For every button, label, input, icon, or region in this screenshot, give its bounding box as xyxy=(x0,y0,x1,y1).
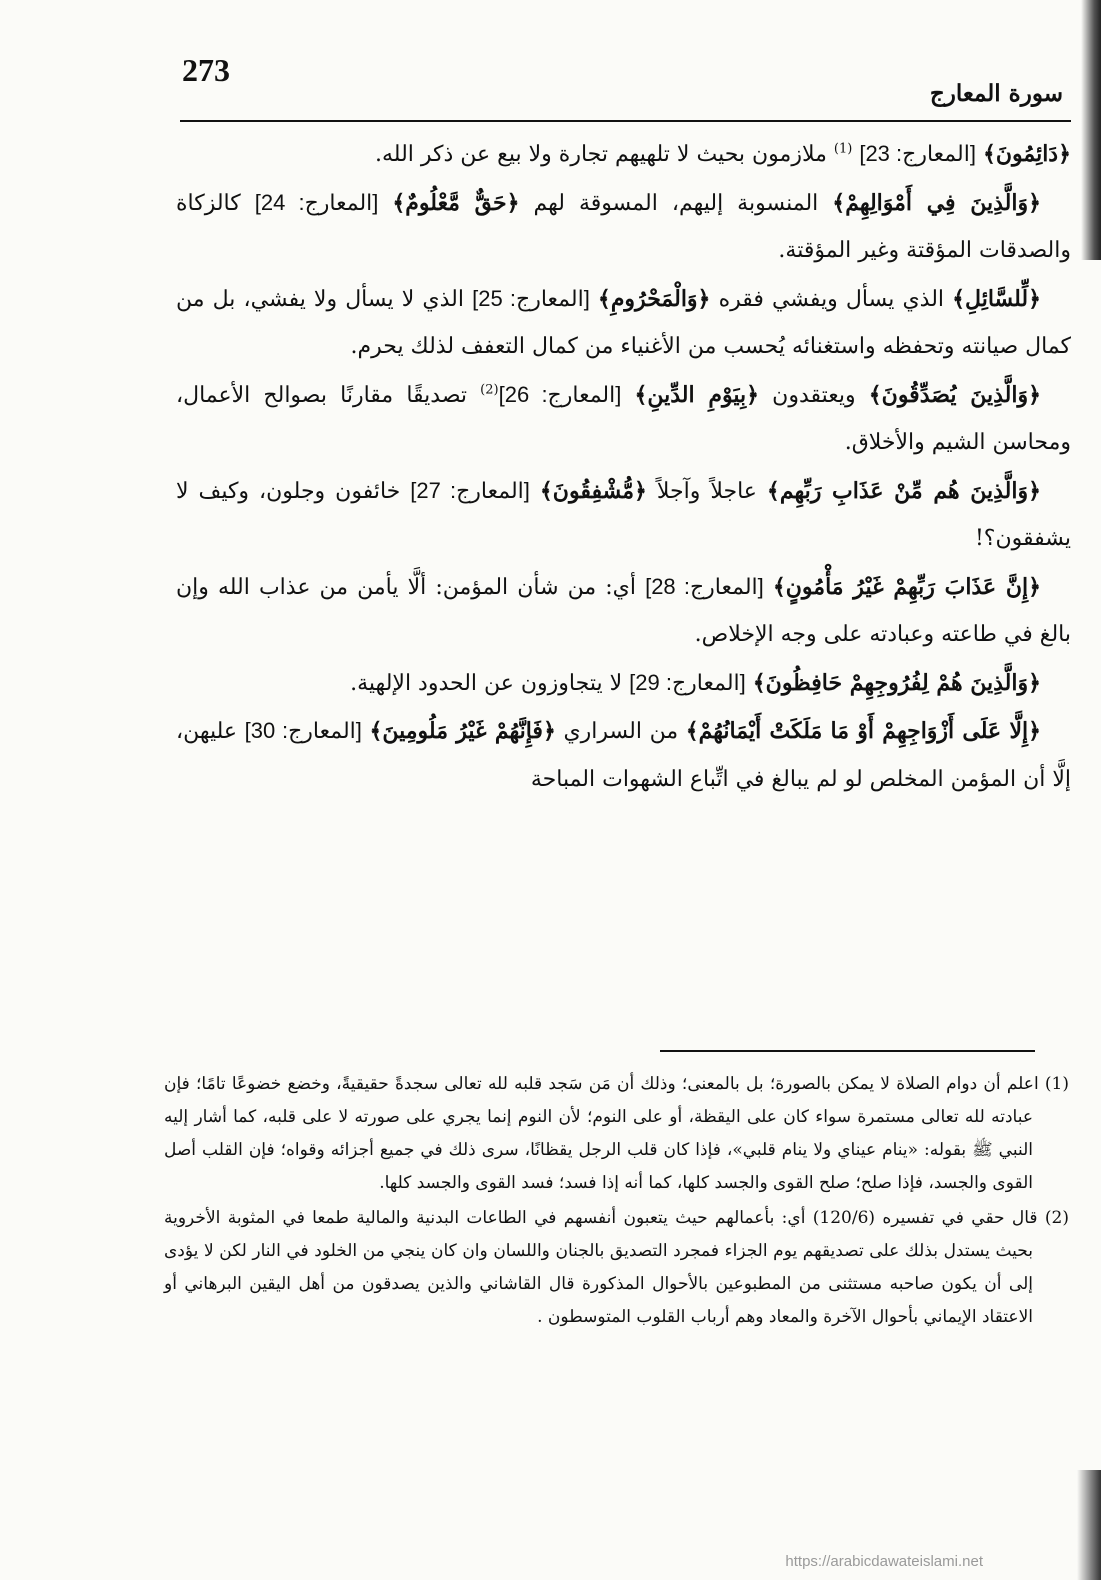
verse-reference: [المعارج: 29] xyxy=(629,669,746,695)
ayah-text: ﴿مُّشْفِقُونَ﴾ xyxy=(539,477,647,504)
paragraph-ayah-23 xyxy=(176,130,1071,179)
paragraph-ayah-30 xyxy=(176,707,1071,803)
header-rule xyxy=(180,120,1071,122)
ayah-text: ﴿بِيَوْمِ الدِّينِ﴾ xyxy=(634,381,760,408)
paragraph-ayah-28 xyxy=(176,563,1071,659)
page-number: 273 xyxy=(182,52,230,88)
commentary-text: ويعتقدون xyxy=(772,382,856,408)
commentary-text: كالزكاة والصدقات المؤقتة وغير المؤقتة. xyxy=(176,190,1071,263)
commentary-text: من السراري xyxy=(563,719,679,744)
paragraph-ayah-27 xyxy=(176,467,1071,563)
commentary-text: لا يتجاوزون عن الحدود الإلهية. xyxy=(350,670,623,696)
ayah-text: ﴿حَقٌّ مَّعْلُومٌ﴾ xyxy=(392,189,520,216)
ayah-text: ﴿وَالَّذِينَ فِي أَمْوَالِهِمْ﴾ xyxy=(832,189,1041,216)
footnote-marker[interactable]: (1) xyxy=(833,141,853,157)
verse-reference: [المعارج: 28] xyxy=(645,573,764,599)
commentary-text: ملازمون بحيث لا تلهيهم تجارة ولا بيع عن ذكر الله. xyxy=(375,142,827,167)
verse-reference: [المعارج: 23] xyxy=(859,141,976,166)
paragraph-ayah-25 xyxy=(176,275,1071,371)
ayah-text: ﴿إِلَّا عَلَى أَزْوَاجِهِمْ أَوْ مَا مَلَكَتْ أَيْمَانُهُمْ﴾ xyxy=(685,718,1041,744)
verse-reference: [المعارج: 24] xyxy=(254,189,379,215)
footnote-2: (2) قال حقي في تفسيره (120/6) أي: بأعمالهم حيث يتعبون أنفسهم في الطاعات البدنية والمالية طمعا في المثوبة الأخروية بحيث يستدل بذلك على تصديقهم يوم الجزاء فمجرد التصديق بالجنان واللسان وان كان ينجي من الخلود في النار لكن لا يؤدى إلى أن يكون صاحبه مستثنى من المطبوعين بالأحوال المذكورة قال القاشاني والذين يصدقون من أهل اليقين البرهاني أو الاعتقاد الإيماني بأحوال الآخرة والمعاد وهم أرباب القلوب المتوسطون . xyxy=(164,1208,1069,1327)
ayah-text: ﴿وَالَّذِينَ يُصَدِّقُونَ﴾ xyxy=(868,381,1041,408)
scan-edge-shadow-bottom xyxy=(1077,1470,1101,1580)
main-text xyxy=(176,130,1071,803)
verse-reference: [المعارج: 26] xyxy=(498,381,622,407)
footnote-rule xyxy=(660,1050,1035,1052)
commentary-text: خائفون وجلون، وكيف لا يشفقون؟! xyxy=(176,478,1071,551)
paragraph-ayah-24 xyxy=(176,179,1071,275)
paragraph-ayah-29 xyxy=(176,659,1071,708)
commentary-text: المنسوبة إليهم، المسوقة لهم xyxy=(533,190,819,216)
ayah-text: ﴿دَائِمُونَ﴾ xyxy=(982,141,1071,167)
commentary-text: الذي لا يسأل ولا يفشي، بل من كمال صيانته وتحفظه واستغنائه يُحسب من الأغنياء من كمال التعفف لذلك يحرم. xyxy=(176,286,1071,359)
watermark-url: https://arabicdawateislami.net xyxy=(785,1553,983,1570)
ayah-text: ﴿وَالْمَحْرُومِ﴾ xyxy=(597,285,711,312)
scan-edge-shadow-top xyxy=(1081,0,1101,260)
paragraph-ayah-26 xyxy=(176,371,1071,467)
verse-reference: [المعارج: 25] xyxy=(472,285,590,311)
ayah-text: ﴿إِنَّ عَذَابَ رَبِّهِمْ غَيْرُ مَأْمُونٍ﴾ xyxy=(772,573,1042,600)
footnote-1: (1) اعلم أن دوام الصلاة لا يمكن بالصورة؛ بل بالمعنى؛ وذلك أن مَن سَجد قلبه لله تعالى سجدةً حقيقيةً، وخضع خضوعًا تامًا؛ فإن عبادته لله تعالى مستمرة سواء كان على اليقظة، أو على النوم؛ لأن النوم إنما يجري على صورته لا على قلبه، كما أشار إليه النبي ﷺ بقوله: «ينام عيناي ولا ينام قلبي»، فإذا كان قلب الرجل يقظانًا، سرى ذلك في جميع أجزائه وقواه؛ فإن القلب أصل القوى والجسد، فإذا صلح؛ صلح القوى والجسد كلها، كما أنه إذا فسد؛ فسد القوى والجسد كلها. xyxy=(164,1074,1069,1193)
footnotes xyxy=(164,1068,1069,1334)
commentary-text: تصديقًا مقارنًا بصوالح الأعمال، ومحاسن الشيم والأخلاق. xyxy=(176,382,1071,455)
commentary-text: أي: من شأن المؤمن: ألَّا يأمن من عذاب الله وإن بالغ في طاعته وعبادته على وجه الإخلاص. xyxy=(176,574,1071,647)
ayah-text: ﴿وَالَّذِينَ هُم مِّنْ عَذَابِ رَبِّهِم﴾ xyxy=(766,477,1042,504)
ayah-text: ﴿فَإِنَّهُمْ غَيْرُ مَلُومِينَ﴾ xyxy=(369,718,556,744)
footnote-marker[interactable]: (2) xyxy=(480,382,499,398)
verse-reference: [المعارج: 27] xyxy=(410,477,530,503)
commentary-text: عليهن، إلَّا أن المؤمن المخلص لو لم يبالغ في اتِّباع الشهوات المباحة xyxy=(176,719,1071,792)
commentary-text: عاجلاً وآجلاً xyxy=(656,478,757,504)
ayah-text: ﴿لِّلسَّائِلِ﴾ xyxy=(952,285,1042,312)
ayah-text: ﴿وَالَّذِينَ هُمْ لِفُرُوجِهِمْ حَافِظُونَ﴾ xyxy=(752,669,1041,696)
surah-title: سورة المعارج xyxy=(929,80,1063,107)
commentary-text: الذي يسأل ويفشي فقره xyxy=(718,286,945,312)
verse-reference: [المعارج: 30] xyxy=(244,718,362,743)
